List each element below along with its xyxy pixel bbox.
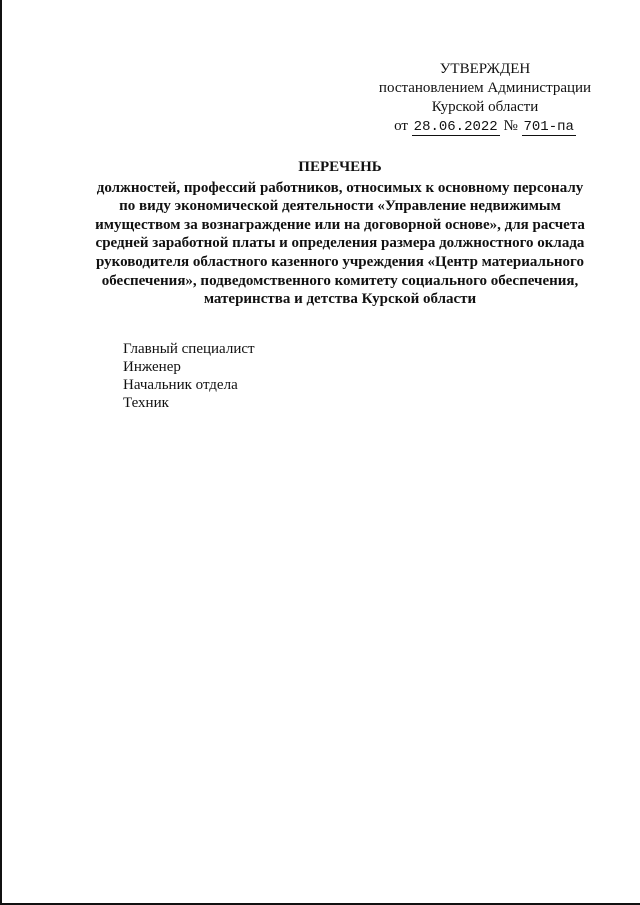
positions-list xyxy=(123,340,255,412)
document-title-block xyxy=(90,158,590,309)
approval-number-prefix: № xyxy=(503,118,518,134)
document-subtitle: должностей, профессий работников, относимых к основному персоналу по виду экономической деятельности «Управление недвижимым имуществом за вознаграждение или на договорной основе», для расчета средней заработной платы и определения размера должностного оклада руководителя областного казенного учреждения «Центр материального обеспечения», подведомственного комитету социального обеспечения, материнства и детства Курской области xyxy=(95,179,585,308)
approval-status: УТВЕРЖДЕН xyxy=(439,61,531,77)
approval-date-prefix: от xyxy=(394,118,408,134)
approval-order-line xyxy=(360,117,610,137)
position-item: Главный специалист xyxy=(123,341,255,357)
document-heading: ПЕРЕЧЕНЬ xyxy=(298,159,382,175)
approval-stamp-block xyxy=(360,60,610,137)
approval-date-value: 28.06.2022 xyxy=(413,119,498,135)
approval-number-value: 701-па xyxy=(523,119,574,135)
approval-region-line: Курской области xyxy=(431,99,539,115)
position-item: Техник xyxy=(123,395,169,411)
position-item: Начальник отдела xyxy=(123,377,238,393)
position-item: Инженер xyxy=(123,359,181,375)
approval-by-line: постановлением Администрации xyxy=(378,80,592,96)
scan-edge-left xyxy=(0,0,2,905)
